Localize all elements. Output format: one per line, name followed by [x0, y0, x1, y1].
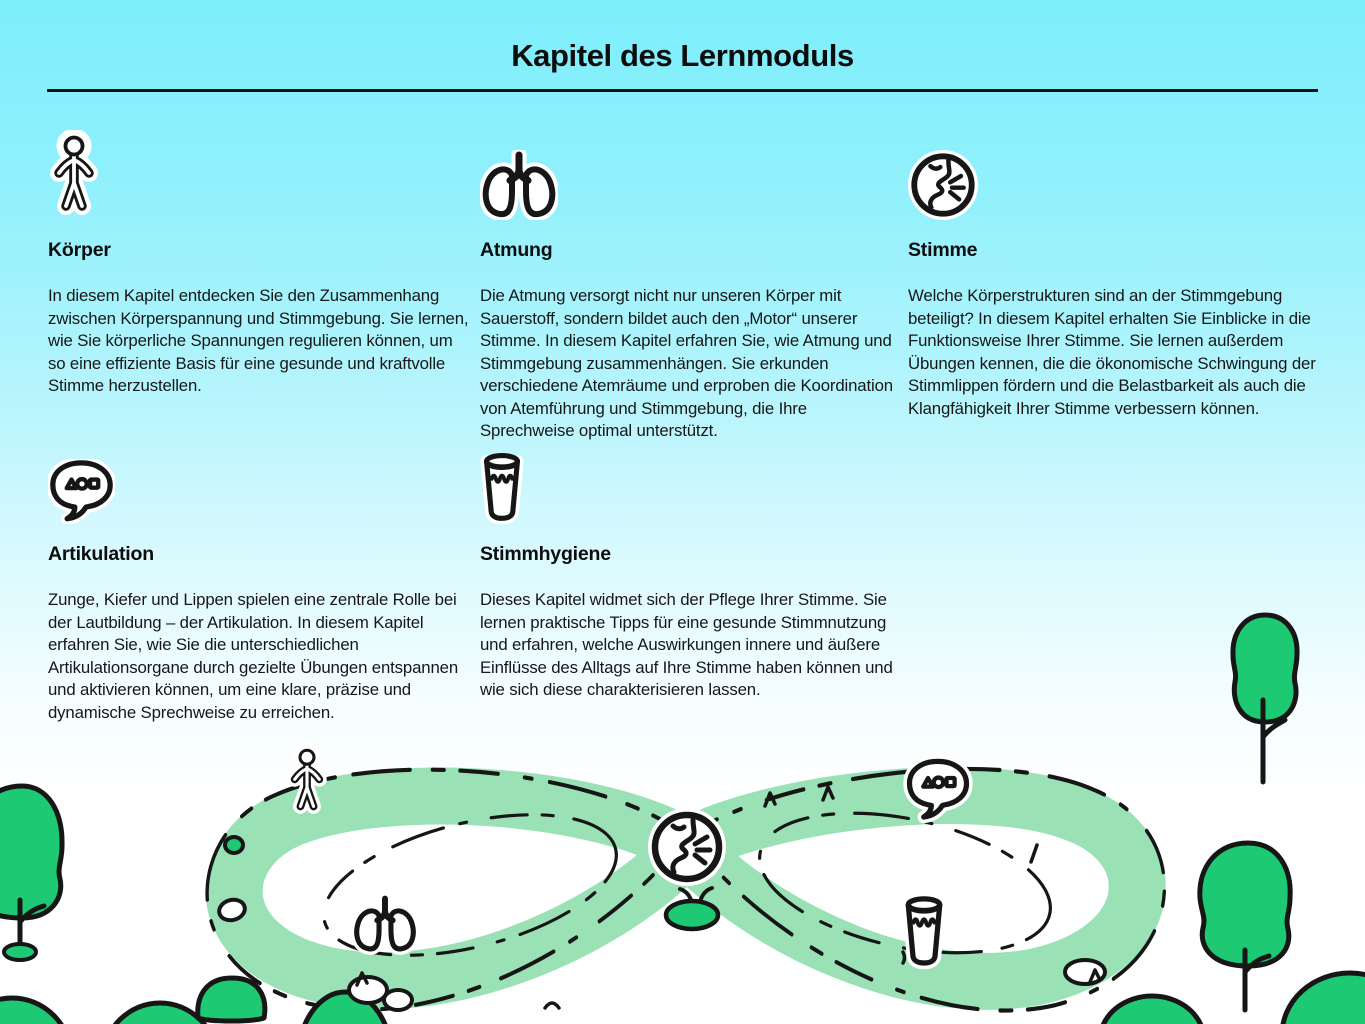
- chapter-title: Artikulation: [48, 543, 154, 565]
- learning-path-illustration: [0, 600, 1365, 1024]
- larynx-icon: [908, 132, 1332, 220]
- page-title: Kapitel des Lernmoduls: [511, 38, 854, 73]
- chapter-card-koerper: [48, 132, 472, 398]
- water-glass-icon: [480, 454, 904, 524]
- speech-bubble-icon: [48, 454, 472, 524]
- bush-on-path: [198, 978, 265, 1021]
- chapter-description: In diesem Kapitel entdecken Sie den Zusammenhang zwischen Körperspannung und Stimmgebung. Sie lernen, wie Sie körperliche Spannungen regulieren können, um so eine effiziente Basis für eine gesunde und kraftvolle Stimme herzustellen.: [48, 286, 469, 395]
- chapter-title: Atmung: [480, 239, 553, 261]
- chapter-title: Körper: [48, 239, 111, 261]
- chapter-description: Zunge, Kiefer und Lippen spielen eine zentrale Rolle bei der Lautbildung – der Artikulation. In diesem Kapitel erfahren Sie, wie Sie die unterschiedlichen Artikulationsorgane durch gezielte Übungen entspannen und aktivieren können, um eine klare, präzise und dynamische Sprechweise zu erreichen.: [48, 590, 459, 722]
- tree-top-right: [1233, 615, 1297, 782]
- path-koerper-icon: [295, 750, 320, 806]
- tree-bottom-right: [1200, 843, 1290, 1010]
- bush: [1100, 996, 1204, 1024]
- tree-left: [0, 786, 62, 960]
- path-stimme-icon: [655, 815, 719, 879]
- bush: [1282, 973, 1365, 1024]
- chapter-description: Welche Körperstrukturen sind an der Stimmgebung beteiligt? In diesem Kapitel erhalten Sie Einblicke in die Funktionsweise Ihrer Stimme. Sie lernen außerdem Übungen kennen, die die ökonomische Schwingung der Stimmlippen fördern und die Belastbarkeit als auch die Klangfähigkeit Ihrer Stimme verbessern können.: [908, 286, 1316, 418]
- chapter-card-atmung: [480, 132, 904, 443]
- chapter-title: Stimme: [908, 239, 978, 261]
- path-stimmhygiene-icon: [908, 899, 940, 963]
- path-atmung-icon: [357, 899, 414, 949]
- chapter-card-stimme: [908, 132, 1332, 420]
- person-body-icon: [48, 132, 472, 220]
- chapter-title: Stimmhygiene: [480, 543, 611, 565]
- page-header: [0, 38, 1365, 74]
- cloud-bump: [349, 977, 387, 1003]
- title-divider: [47, 89, 1318, 92]
- lungs-icon: [480, 132, 904, 220]
- chapter-description: Die Atmung versorgt nicht nur unseren Körper mit Sauerstoff, sondern bildet auch den „Motor“ unserer Stimme. In diesem Kapitel erfahren Sie, wie Atmung und Stimmgebung zusammenhängen. Sie erkunden verschiedene Atemräume und erproben die Koordination von Atemführung und Stimmgebung, die Ihre Sprechweise optimal unterstützt.: [480, 286, 893, 440]
- pebble-green: [225, 837, 243, 853]
- cloud-bump: [384, 990, 412, 1010]
- chapter-description: Dieses Kapitel widmet sich der Pflege Ihrer Stimme. Sie lernen praktische Tipps für eine gesunde Stimmnutzung und erfahren, welche Auswirkungen innere und äußere Einflüsse des Alltags auf Ihre Stimme haben können und wie sich diese charakterisieren lassen.: [480, 590, 893, 699]
- bush: [0, 998, 72, 1024]
